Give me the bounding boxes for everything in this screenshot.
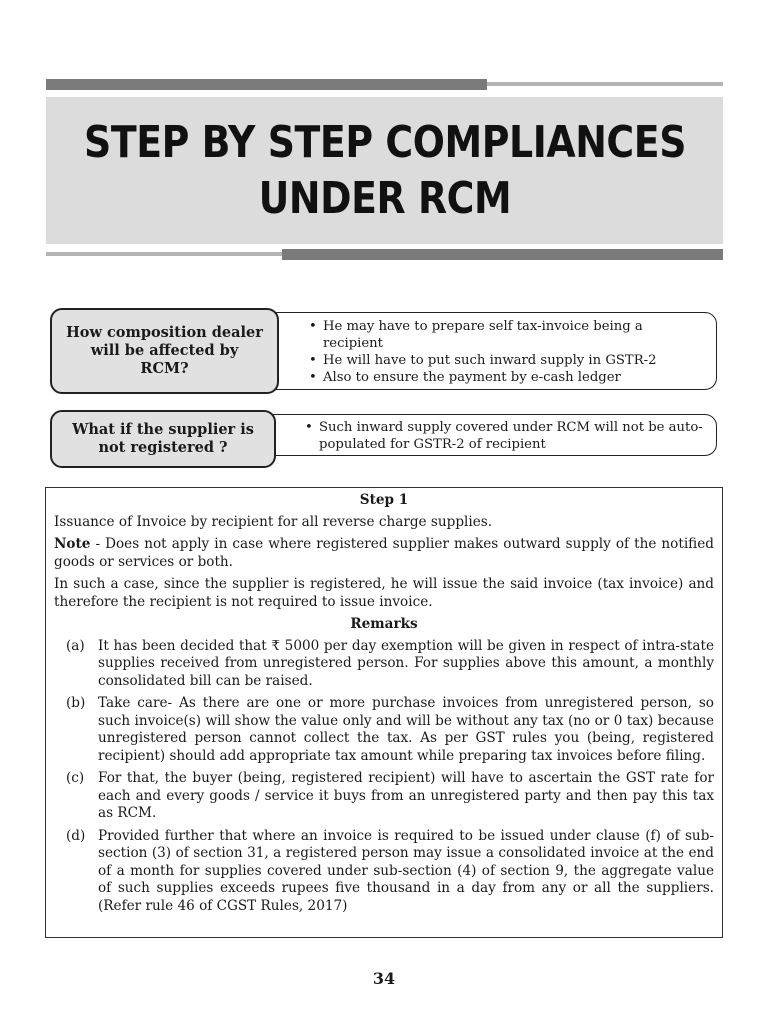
remark-item	[54, 638, 714, 691]
step-heading: Step 1	[359, 492, 409, 508]
answer-box	[276, 312, 717, 390]
qa-row-unregistered	[50, 410, 717, 468]
remark-item	[54, 770, 714, 823]
chapter-title-line-1: STEP BY STEP COMPLIANCES	[83, 116, 686, 168]
answer-item: • Also to ensure the payment by e-cash ledger	[307, 369, 706, 386]
note-text: - Does not apply in case where registered supplier makes outward supply of the notified goods or services or both.	[54, 536, 714, 570]
remark-text: Provided further that where an invoice is required to be issued under clause (f) of sub-section (3) of section 31, a registered person may issue a consolidated invoice at the end of a month for supplies covered under sub-section (4) of section 9, the aggregate value of such supplies exceeds rupees five thousand in a day from any or all the suppliers. (Refer rule 46 of CGST Rules, 2017)	[98, 827, 714, 914]
remarks-heading: Remarks	[350, 616, 418, 632]
remark-text: It has been decided that ₹ 5000 per day exemption will be given in respect of intra-state supplies received from unregistered person. For supplies above this amount, a monthly consolidated bill can be raised.	[98, 637, 714, 689]
step-1-box	[45, 487, 723, 938]
answer-list	[303, 419, 706, 453]
remark-label: (b)	[66, 695, 86, 711]
question-text: What if the supplier is not registered ?	[72, 421, 254, 456]
bottom-bar-dark	[282, 249, 723, 260]
top-bar-dark	[46, 79, 487, 90]
qa-row-composition	[50, 308, 717, 394]
answer-item: • He will have to put such inward supply in GSTR-2	[307, 352, 706, 369]
step-note	[54, 536, 714, 571]
answer-item: • He may have to prepare self tax-invoice being a recipient	[307, 318, 706, 352]
question-box	[50, 308, 279, 394]
remark-label: (c)	[66, 770, 85, 786]
answer-box	[272, 414, 717, 456]
remark-label: (d)	[66, 827, 86, 844]
page-number: 34	[372, 969, 396, 988]
remark-label: (a)	[66, 637, 85, 654]
step-paragraph: Issuance of Invoice by recipient for all reverse charge supplies.	[54, 513, 493, 530]
answer-list	[307, 318, 706, 386]
chapter-title-line-2: UNDER RCM	[258, 172, 511, 224]
question-text: How composition dealer will be affected by RCM?	[66, 324, 263, 377]
remark-text: Take care- As there are one or more purchase invoices from unregistered person, so such invoice(s) will show the value only and will be without any tax (no or 0 tax) because unregistered person cannot collect the tax. As per GST rules you (being, registered recipient) should add appropriate tax amount while preparing tax invoices before filing.	[98, 695, 714, 764]
step-paragraph: In such a case, since the supplier is registered, he will issue the said invoice (tax invoice) and therefore the recipient is not required to issue invoice.	[54, 576, 714, 610]
chapter-title-box	[46, 97, 723, 244]
remark-item	[54, 828, 714, 916]
bottom-bar-light	[46, 252, 282, 256]
top-bar-light	[487, 82, 723, 86]
question-box	[50, 410, 276, 468]
answer-item: • Such inward supply covered under RCM will not be auto-populated for GSTR-2 of recipient	[303, 419, 706, 453]
remark-text: For that, the buyer (being, registered recipient) will have to ascertain the GST rate for each and every goods / service it buys from an unregistered party and then pay this tax as RCM.	[98, 770, 714, 821]
remark-item	[54, 695, 714, 765]
note-label: Note	[54, 536, 91, 552]
